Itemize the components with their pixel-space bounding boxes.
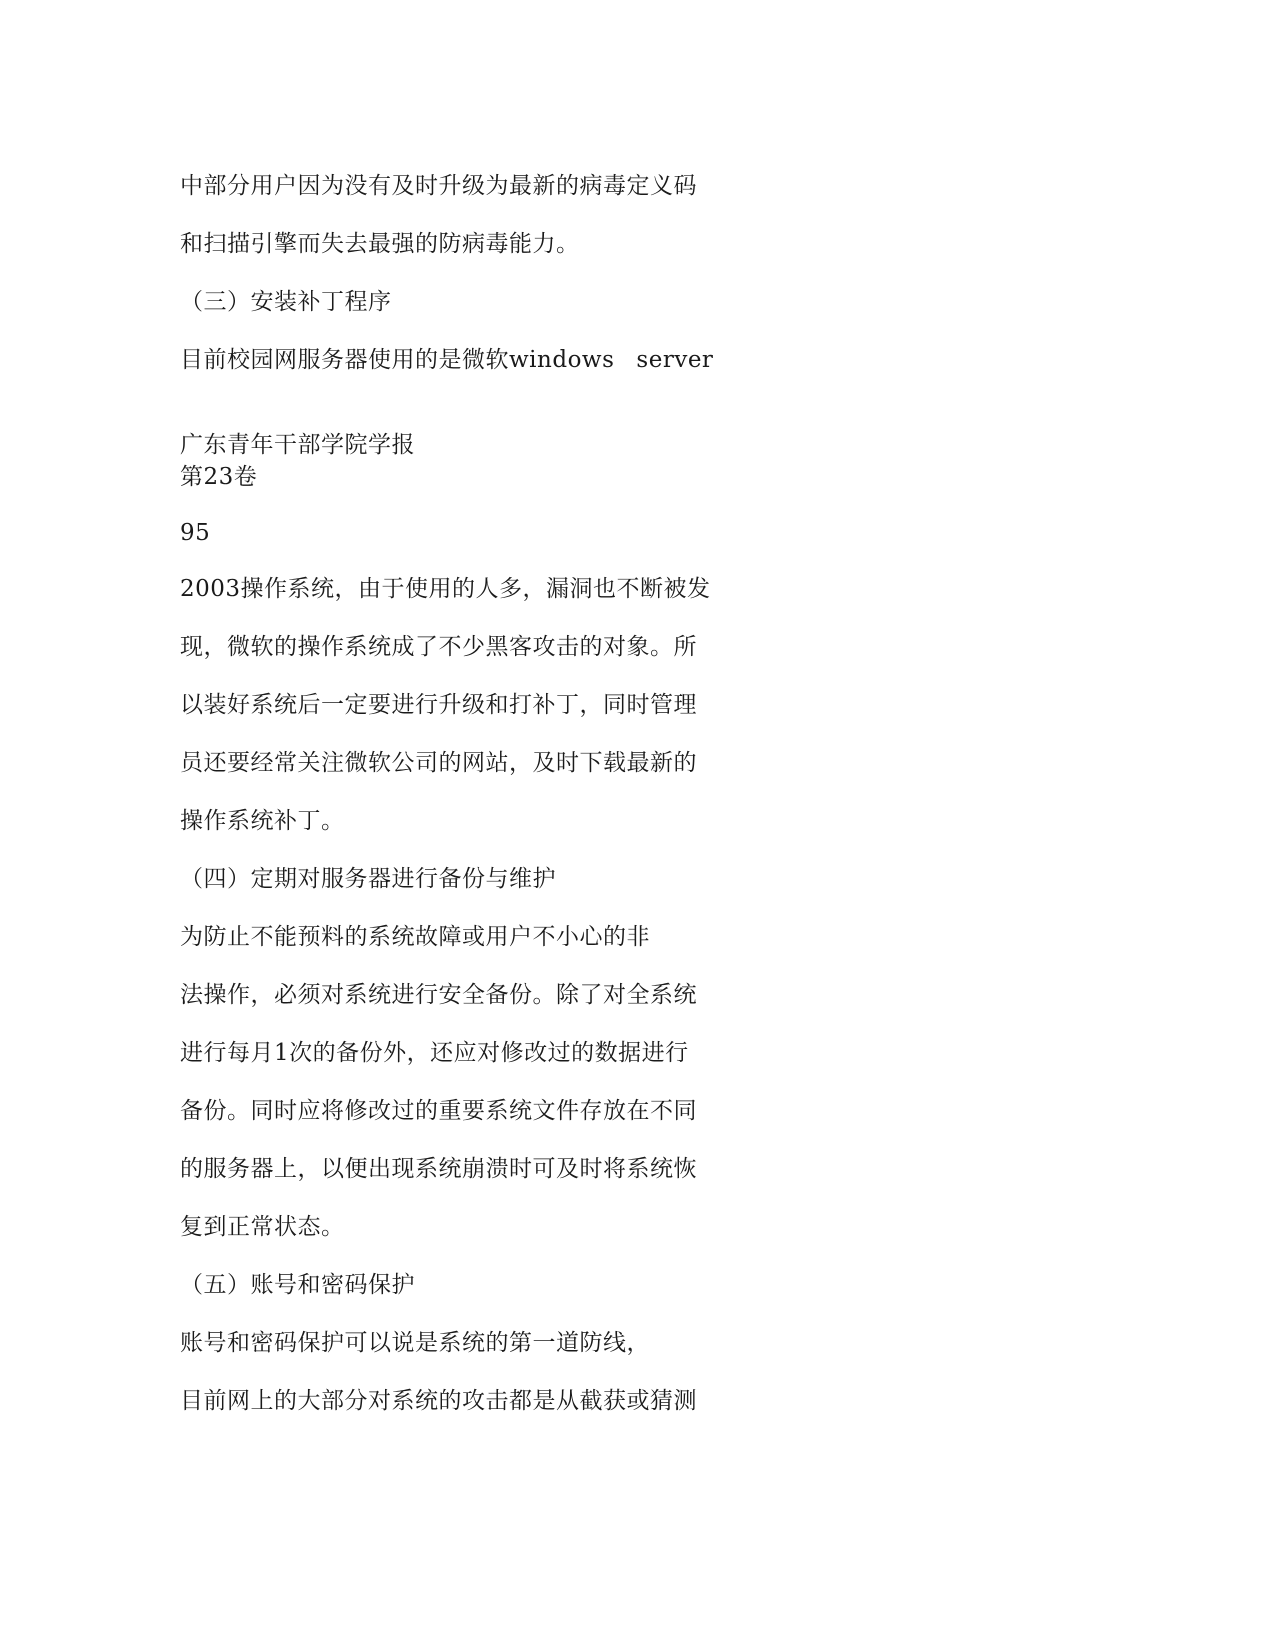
body-text-line: 以装好系统后一定要进行升级和打补丁，同时管理 xyxy=(180,692,697,718)
body-text-line: 操作系统补丁。 xyxy=(180,808,345,834)
body-text-segment: 目前校园网服务器使用的是微软windows xyxy=(180,347,615,373)
body-text-segment: server xyxy=(636,347,714,373)
body-text-line: 和扫描引擎而失去最强的防病毒能力。 xyxy=(180,231,580,257)
body-text-line: 复到正常状态。 xyxy=(180,1214,345,1240)
body-text-line: 中部分用户因为没有及时升级为最新的病毒定义码 xyxy=(180,173,697,199)
section-heading: （三）安装补丁程序 xyxy=(180,289,392,315)
body-text-line: 备份。同时应将修改过的重要系统文件存放在不同 xyxy=(180,1098,697,1124)
body-text-line: 进行每月1次的备份外，还应对修改过的数据进行 xyxy=(180,1040,689,1066)
body-text-line: 目前网上的大部分对系统的攻击都是从截获或猜测 xyxy=(180,1388,697,1414)
running-header-volume: 第23卷 xyxy=(180,464,258,490)
body-text-line: 的服务器上，以便出现系统崩溃时可及时将系统恢 xyxy=(180,1156,697,1182)
body-text-line: 2003操作系统，由于使用的人多，漏洞也不断被发 xyxy=(180,576,711,602)
section-heading: （四）定期对服务器进行备份与维护 xyxy=(180,866,556,892)
body-text-line: 现，微软的操作系统成了不少黑客攻击的对象。所 xyxy=(180,634,697,660)
section-heading: （五）账号和密码保护 xyxy=(180,1272,415,1298)
body-text-line: 法操作，必须对系统进行安全备份。除了对全系统 xyxy=(180,982,697,1008)
body-text-line: 账号和密码保护可以说是系统的第一道防线， xyxy=(180,1330,650,1356)
body-text-line: 为防止不能预料的系统故障或用户不小心的非 xyxy=(180,924,650,950)
running-header-journal: 广东青年干部学院学报 xyxy=(180,432,415,458)
page-number: 95 xyxy=(180,520,211,546)
body-text-line: 员还要经常关注微软公司的网站，及时下载最新的 xyxy=(180,750,697,776)
body-text-line xyxy=(180,345,713,375)
